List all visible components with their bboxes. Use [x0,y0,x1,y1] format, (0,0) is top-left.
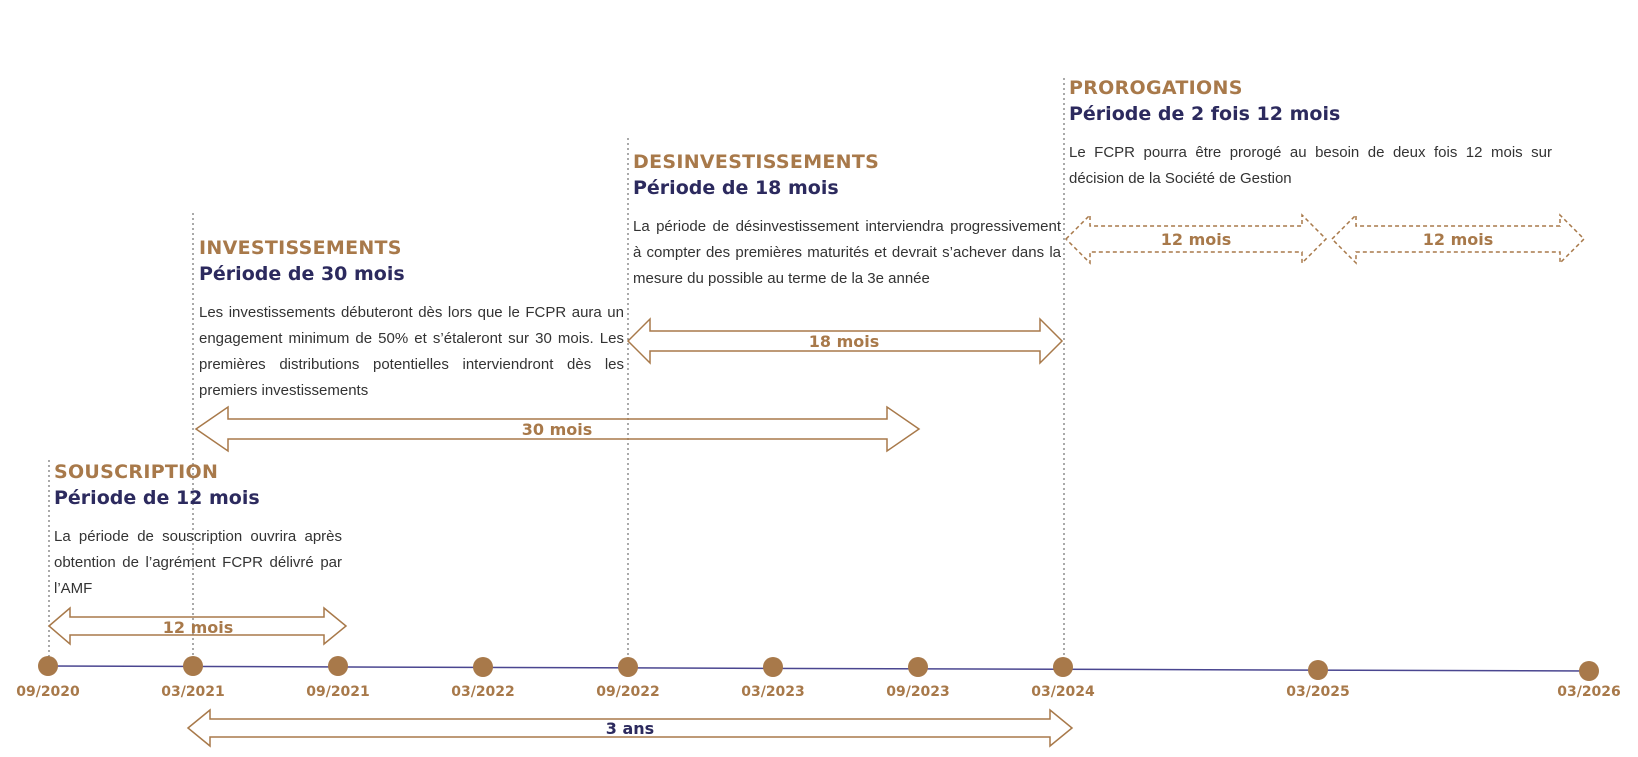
timeline-dot [1053,657,1073,677]
phase-description: Les investissements débuteront dès lors que le FCPR aura un engagement minimum de 50% et s’étaleront sur 30 mois. Les premières distributions potentielles interviendront dès les premiers investissements [199,304,624,399]
phase-title: DESINVESTISSEMENTS [633,151,880,173]
date-label: 03/2023 [741,684,805,700]
phase-investissements [199,236,624,404]
phase-title: SOUSCRIPTION [54,461,219,483]
date-label: 09/2022 [596,684,660,700]
timeline-dot [1579,661,1599,681]
date-label: 09/2021 [306,684,370,700]
phase-souscription [54,460,342,602]
arrow-label-desinvestissements: 18 mois [808,332,880,351]
date-label: 03/2025 [1286,684,1350,700]
date-label: 03/2021 [161,684,225,700]
timeline-axis [48,666,1590,671]
arrow-label-prorogation-1: 12 mois [1160,230,1232,249]
phase-title: PROROGATIONS [1069,77,1243,99]
timeline-dot [618,657,638,677]
arrow-label-total: 3 ans [605,719,655,738]
phase-subtitle: Période de 18 mois [633,177,839,199]
timeline-dot [1308,660,1328,680]
date-label: 03/2026 [1557,684,1621,700]
phase-subtitle: Période de 30 mois [199,263,405,285]
phase-title: INVESTISSEMENTS [199,237,402,259]
timeline-dot [908,657,928,677]
phase-desinvestissements [633,150,1061,292]
phase-description: Le FCPR pourra être prorogé au besoin de deux fois 12 mois sur décision de la Société de Gestion [1069,144,1552,187]
arrow-label-souscription: 12 mois [162,618,234,637]
timeline-dot [183,656,203,676]
phase-subtitle: Période de 12 mois [54,487,260,509]
arrow-label-prorogation-2: 12 mois [1422,230,1494,249]
date-label: 03/2022 [451,684,515,700]
timeline-dot [763,657,783,677]
phase-description: La période de désinvestissement interviendra progressivement à compter des premières maturités et devrait s’achever dans la mesure du possible au terme de la 3e année [633,218,1061,287]
timeline-dot [38,656,58,676]
phase-prorogations [1069,76,1552,192]
phase-description: La période de souscription ouvrira après obtention de l’agrément FCPR délivré par l’AMF [54,528,342,597]
date-label: 03/2024 [1031,684,1095,700]
timeline-dot [473,657,493,677]
arrow-label-investissements: 30 mois [521,420,593,439]
date-label: 09/2020 [16,684,80,700]
date-label: 09/2023 [886,684,950,700]
phase-subtitle: Période de 2 fois 12 mois [1069,103,1341,125]
timeline-dot [328,656,348,676]
